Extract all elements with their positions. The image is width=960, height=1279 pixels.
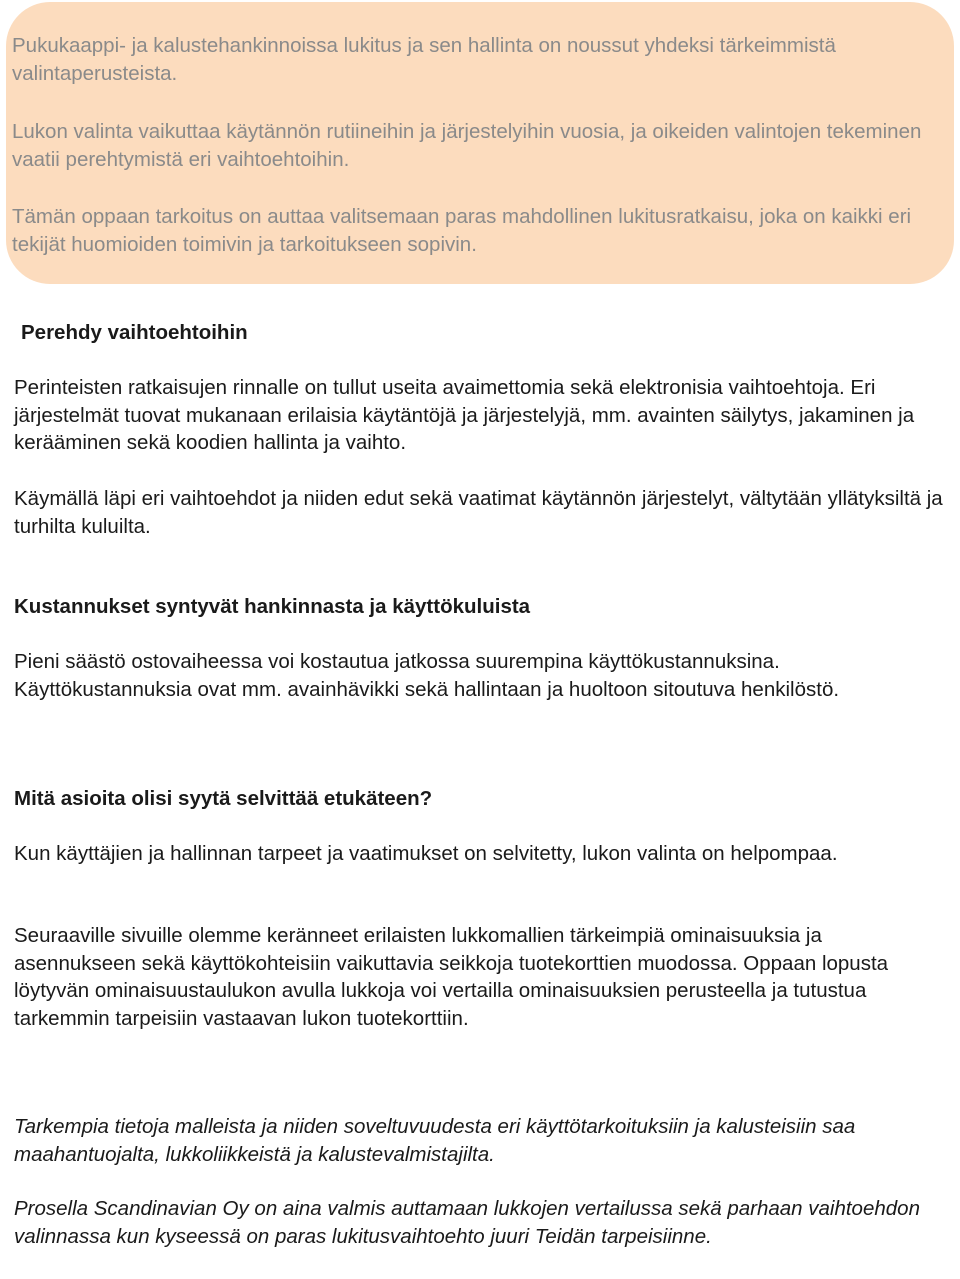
section-costs-body: [14, 648, 944, 703]
section-options-heading: Perehdy vaihtoehtoihin: [21, 321, 248, 344]
intro-paragraph-3: Tämän oppaan tarkoitus on auttaa valitsemaan paras mahdollinen lukitusratkaisu, joka on kaikki eri tekijät huomioiden toimivin ja tarkoitukseen sopivin.: [12, 205, 912, 256]
section-costs-paragraph-1: Pieni säästö ostovaiheessa voi kostautua jatkossa suurempina käyttökustannuksina. Käyttökustannuksia ovat mm. avainhävikki sekä hallintaan ja huoltoon sitoutuva henkilöstö.: [14, 650, 840, 701]
closing-note-1: [14, 1113, 944, 1168]
intro-callout: [6, 2, 954, 284]
closing-paragraph-1: Tarkempia tietoja malleista ja niiden soveltuvuudesta eri käyttötarkoituksiin ja kalusteisiin saa maahantuojalta, lukkoliikkeistä ja kalustevalmistajilta.: [14, 1115, 856, 1166]
section-options-paragraph-2: Käymällä läpi eri vaihtoehdot ja niiden edut sekä vaatimat käytännön järjestelyt, vältytään yllätyksiltä ja turhilta kuluilta.: [14, 487, 943, 538]
section-options-body-2: [14, 485, 944, 540]
section-costs: [14, 593, 944, 621]
section-options-body: [14, 374, 944, 457]
section-options-paragraph-1: Perinteisten ratkaisujen rinnalle on tullut useita avaimettomia sekä elektronisia vaihtoehtoja. Eri järjestelmät tuovat mukanaan erilaisia käytäntöjä ja järjestelyjä, mm. avainten säilytys, jakaminen ja kerääminen sekä koodien hallinta ja vaihto.: [14, 376, 915, 454]
section-questions-body-2: [14, 922, 944, 1032]
section-questions: [14, 785, 944, 813]
section-questions-body: [14, 840, 944, 868]
intro-paragraph-1: Pukukaappi- ja kalustehankinnoissa lukitus ja sen hallinta on noussut yhdeksi tärkeimmistä valintaperusteista.: [12, 34, 836, 85]
section-questions-paragraph-2: Seuraaville sivuille olemme keränneet erilaisten lukkomallien tärkeimpiä ominaisuuksia ja asennukseen sekä käyttökohteisiin vaikuttavia seikkoja tuotekorttien muodossa. Oppaan lopusta löytyvän ominaisuustaulukon avulla lukkoja voi vertailla ominaisuuksien perusteella ja tutustua tarkemmin tarpeisiin vastaavan lukon tuotekorttiin.: [14, 924, 889, 1030]
closing-paragraph-2: Prosella Scandinavian Oy on aina valmis auttamaan lukkojen vertailussa sekä parhaan vaihtoehdon valinnassa kun kyseessä on paras lukitusvaihtoehto juuri Teidän tarpeisiinne.: [14, 1197, 920, 1248]
section-questions-paragraph-1: Kun käyttäjien ja hallinnan tarpeet ja vaatimukset on selvitetty, lukon valinta on helpompaa.: [14, 842, 838, 865]
intro-paragraph-2: Lukon valinta vaikuttaa käytännön rutiineihin ja järjestelyihin vuosia, ja oikeiden valintojen tekeminen vaatii perehtymistä eri vaihtoehtoihin.: [12, 120, 922, 171]
closing-note-2: [14, 1195, 944, 1250]
section-costs-heading: Kustannukset syntyvät hankinnasta ja käyttökuluista: [14, 595, 531, 618]
section-questions-heading: Mitä asioita olisi syytä selvittää etukäteen?: [14, 787, 433, 810]
section-options: [14, 319, 944, 347]
